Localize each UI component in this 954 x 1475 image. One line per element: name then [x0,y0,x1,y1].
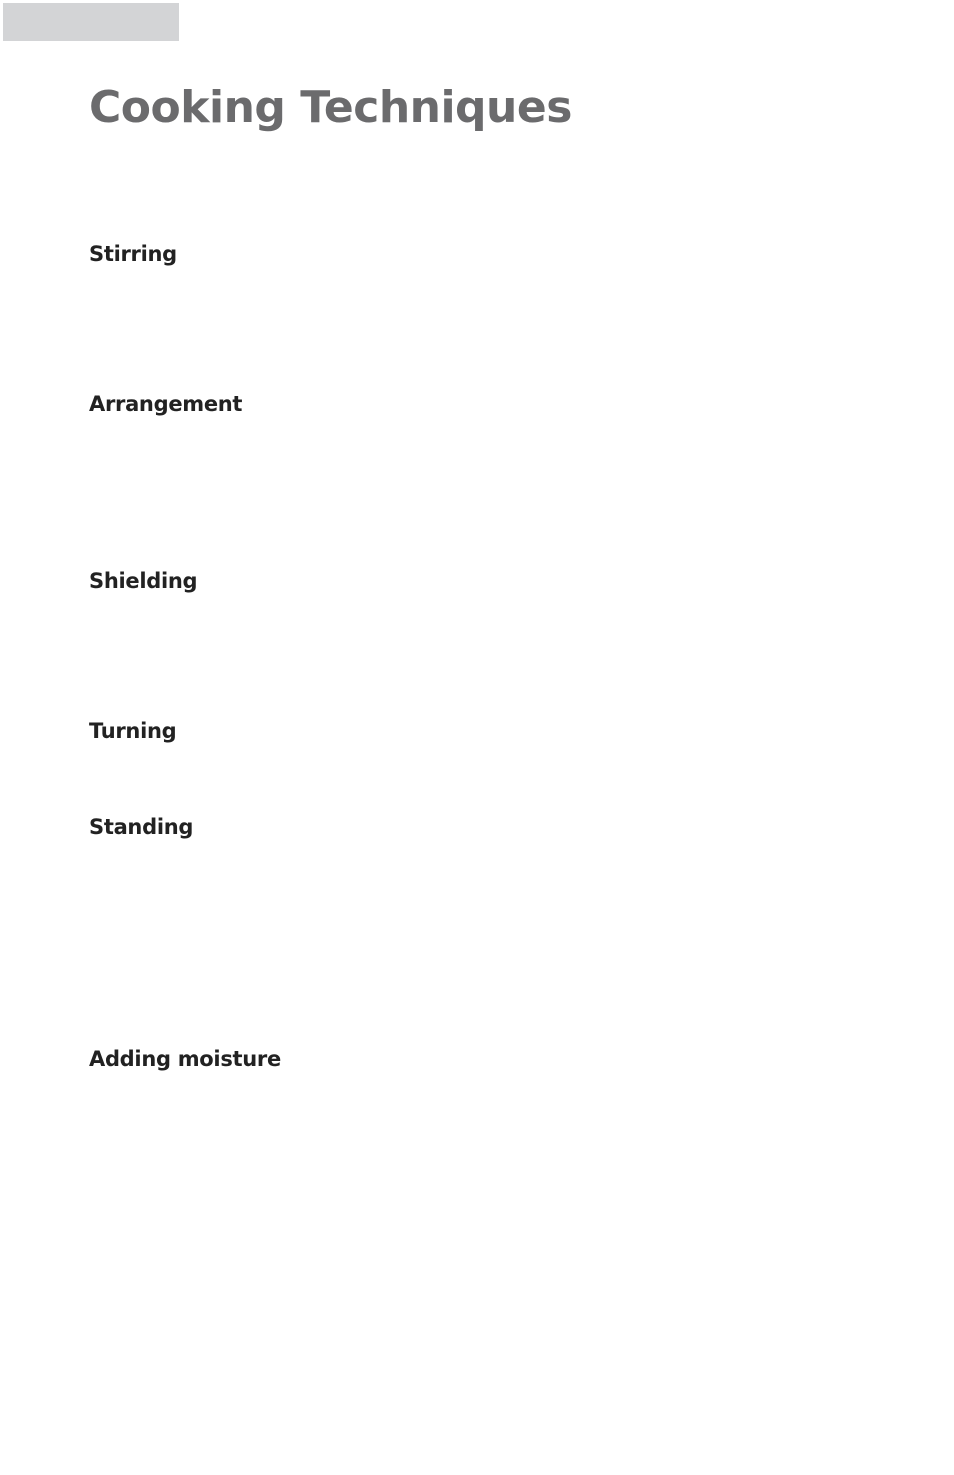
section-heading-turning: Turning [89,719,177,743]
section-heading-adding-moisture: Adding moisture [89,1047,281,1071]
section-heading-shielding: Shielding [89,569,198,593]
header-tab-block [3,3,179,41]
section-heading-standing: Standing [89,815,194,839]
section-heading-stirring: Stirring [89,242,177,266]
section-heading-arrangement: Arrangement [89,392,243,416]
page-title: Cooking Techniques [89,82,572,133]
